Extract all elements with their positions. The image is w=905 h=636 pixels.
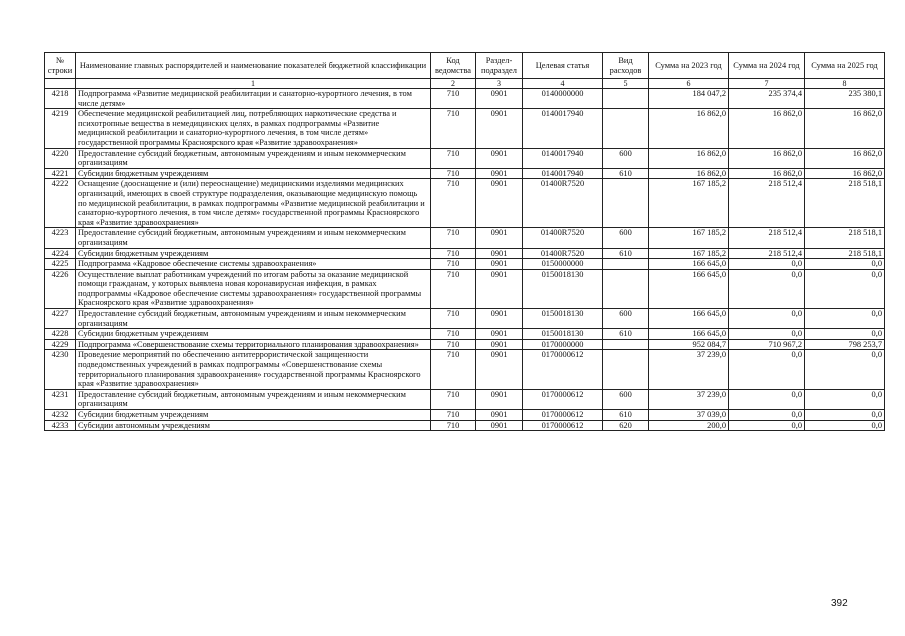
budget-table-container: [44, 52, 885, 431]
column-number: 8: [805, 79, 885, 89]
header-target: Целевая статья: [523, 53, 603, 79]
row-sum-2024-cell: 218 512,4: [729, 179, 805, 228]
row-name-cell: Предоставление субсидий бюджетным, автономным учреждениям и иным некоммерческим организациям: [76, 309, 431, 329]
row-target-cell: 0150018130: [523, 309, 603, 329]
table-row: [45, 389, 885, 409]
row-number-cell: 4219: [45, 109, 76, 148]
row-name-cell: Подпрограмма «Развитие медицинской реабилитации и санаторно-курортного лечения, в том числе детям»: [76, 89, 431, 109]
row-sum-2025-cell: 0,0: [805, 389, 885, 409]
row-sum-2025-cell: 16 862,0: [805, 148, 885, 168]
header-dept: Код ведомства: [431, 53, 476, 79]
row-expense-type-cell: 600: [603, 228, 649, 248]
row-name-cell: Подпрограмма «Совершенствование схемы территориального планирования здравоохранения»: [76, 339, 431, 350]
row-expense-type-cell: [603, 350, 649, 389]
row-target-cell: 0140017940: [523, 168, 603, 179]
row-sum-2023-cell: 166 645,0: [649, 259, 729, 270]
table-row: [45, 228, 885, 248]
row-section-cell: 0901: [476, 259, 523, 270]
row-name-cell: Субсидии бюджетным учреждениям: [76, 168, 431, 179]
row-sum-2025-cell: 0,0: [805, 259, 885, 270]
column-number: 1: [76, 79, 431, 89]
row-target-cell: 0170000612: [523, 410, 603, 421]
row-sum-2024-cell: 16 862,0: [729, 148, 805, 168]
row-sum-2023-cell: 37 239,0: [649, 350, 729, 389]
row-sum-2024-cell: 0,0: [729, 410, 805, 421]
header-exp-type: Вид расходов: [603, 53, 649, 79]
row-target-cell: 0140017940: [523, 109, 603, 148]
column-number: 3: [476, 79, 523, 89]
table-row: [45, 420, 885, 431]
row-sum-2025-cell: 0,0: [805, 329, 885, 340]
row-number-cell: 4233: [45, 420, 76, 431]
header-sum-2025: Сумма на 2025 год: [805, 53, 885, 79]
row-number-cell: 4224: [45, 248, 76, 259]
budget-table: [44, 52, 885, 431]
row-number-cell: 4222: [45, 179, 76, 228]
column-number: 4: [523, 79, 603, 89]
row-sum-2024-cell: 0,0: [729, 329, 805, 340]
table-row: [45, 269, 885, 308]
row-expense-type-cell: 610: [603, 410, 649, 421]
row-section-cell: 0901: [476, 269, 523, 308]
row-expense-type-cell: [603, 179, 649, 228]
row-dept-code-cell: 710: [431, 109, 476, 148]
row-sum-2023-cell: 200,0: [649, 420, 729, 431]
row-dept-code-cell: 710: [431, 339, 476, 350]
row-target-cell: 0140017940: [523, 148, 603, 168]
row-expense-type-cell: [603, 339, 649, 350]
row-sum-2025-cell: 16 862,0: [805, 168, 885, 179]
row-section-cell: 0901: [476, 109, 523, 148]
row-expense-type-cell: [603, 269, 649, 308]
header-sum-2024: Сумма на 2024 год: [729, 53, 805, 79]
table-row: [45, 248, 885, 259]
header-section: Раздел-подраздел: [476, 53, 523, 79]
row-sum-2025-cell: 0,0: [805, 269, 885, 308]
row-sum-2023-cell: 184 047,2: [649, 89, 729, 109]
row-name-cell: Оснащение (дооснащение и (или) переоснащение) медицинскими изделиями медицинских организаций, имеющих в своей структуре подразделения, оказывающие медицинскую помощь по медицинской реабилитации, в рамках подпрограммы «Развитие медицинской реабилитации и санаторно-курортного лечения, в том числе детям» государственной программы Красноярского края «Развитие здравоохранения»: [76, 179, 431, 228]
page-number: 392: [831, 598, 848, 609]
table-row: [45, 309, 885, 329]
row-sum-2023-cell: 167 185,2: [649, 228, 729, 248]
row-sum-2024-cell: 16 862,0: [729, 109, 805, 148]
row-section-cell: 0901: [476, 168, 523, 179]
table-row: [45, 350, 885, 389]
row-sum-2023-cell: 37 039,0: [649, 410, 729, 421]
row-target-cell: 01400R7520: [523, 248, 603, 259]
column-number: 5: [603, 79, 649, 89]
row-name-cell: Осуществление выплат работникам учреждений по итогам работы за оказание медицинской помощи гражданам, у которых выявлена новая коронавирусная инфекция, в рамках подпрограммы «Кадровое обеспечение системы здравоохранения» государственной программы Красноярского края «Развитие здравоохранения»: [76, 269, 431, 308]
row-sum-2025-cell: 218 518,1: [805, 228, 885, 248]
row-number-cell: 4226: [45, 269, 76, 308]
row-number-cell: 4232: [45, 410, 76, 421]
column-number-row: [45, 79, 885, 89]
row-sum-2023-cell: 16 862,0: [649, 148, 729, 168]
row-sum-2024-cell: 218 512,4: [729, 248, 805, 259]
row-number-cell: 4231: [45, 389, 76, 409]
row-dept-code-cell: 710: [431, 259, 476, 270]
row-dept-code-cell: 710: [431, 309, 476, 329]
row-dept-code-cell: 710: [431, 420, 476, 431]
row-section-cell: 0901: [476, 420, 523, 431]
row-target-cell: 0170000612: [523, 350, 603, 389]
row-name-cell: Предоставление субсидий бюджетным, автономным учреждениям и иным некоммерческим организациям: [76, 148, 431, 168]
row-name-cell: Проведение мероприятий по обеспечению антитеррористической защищенности подведомственных учреждений в рамках подпрограммы «Совершенствование схемы территориального планирования здравоохранения» государственной программы Красноярского края «Развитие здравоохранения»: [76, 350, 431, 389]
row-number-cell: 4229: [45, 339, 76, 350]
row-name-cell: Субсидии бюджетным учреждениям: [76, 248, 431, 259]
row-sum-2024-cell: 235 374,4: [729, 89, 805, 109]
row-sum-2023-cell: 952 084,7: [649, 339, 729, 350]
row-sum-2025-cell: 0,0: [805, 410, 885, 421]
row-name-cell: Предоставление субсидий бюджетным, автономным учреждениям и иным некоммерческим организациям: [76, 389, 431, 409]
row-sum-2023-cell: 167 185,2: [649, 179, 729, 228]
row-expense-type-cell: 610: [603, 248, 649, 259]
row-dept-code-cell: 710: [431, 410, 476, 421]
header-row-no: № строки: [45, 53, 76, 79]
row-expense-type-cell: 600: [603, 309, 649, 329]
row-sum-2023-cell: 166 645,0: [649, 269, 729, 308]
row-name-cell: Предоставление субсидий бюджетным, автономным учреждениям и иным некоммерческим организациям: [76, 228, 431, 248]
row-number-cell: 4227: [45, 309, 76, 329]
row-sum-2024-cell: 0,0: [729, 350, 805, 389]
row-sum-2024-cell: 0,0: [729, 309, 805, 329]
row-dept-code-cell: 710: [431, 89, 476, 109]
row-sum-2023-cell: 166 645,0: [649, 329, 729, 340]
row-dept-code-cell: 710: [431, 248, 476, 259]
table-row: [45, 329, 885, 340]
row-section-cell: 0901: [476, 329, 523, 340]
row-expense-type-cell: 620: [603, 420, 649, 431]
row-section-cell: 0901: [476, 179, 523, 228]
row-sum-2025-cell: 218 518,1: [805, 248, 885, 259]
row-sum-2025-cell: 218 518,1: [805, 179, 885, 228]
table-row: [45, 148, 885, 168]
row-sum-2024-cell: 0,0: [729, 389, 805, 409]
row-dept-code-cell: 710: [431, 269, 476, 308]
row-expense-type-cell: 600: [603, 148, 649, 168]
row-dept-code-cell: 710: [431, 228, 476, 248]
row-target-cell: 01400R7520: [523, 179, 603, 228]
row-sum-2025-cell: 16 862,0: [805, 109, 885, 148]
row-dept-code-cell: 710: [431, 179, 476, 228]
row-target-cell: 0150018130: [523, 269, 603, 308]
row-sum-2024-cell: 0,0: [729, 269, 805, 308]
table-body: [45, 89, 885, 431]
row-section-cell: 0901: [476, 89, 523, 109]
row-sum-2025-cell: 0,0: [805, 309, 885, 329]
row-target-cell: 01400R7520: [523, 228, 603, 248]
row-target-cell: 0170000000: [523, 339, 603, 350]
row-sum-2023-cell: 167 185,2: [649, 248, 729, 259]
row-name-cell: Обеспечение медицинской реабилитацией лиц, потребляющих наркотические средства и психотропные вещества в немедицинских целях, в рамках подпрограммы «Развитие медицинской реабилитации и санаторно-курортного лечения, в том числе детям» государственной программы Красноярского края «Развитие здравоохранения»: [76, 109, 431, 148]
row-sum-2023-cell: 166 645,0: [649, 309, 729, 329]
row-sum-2023-cell: 37 239,0: [649, 389, 729, 409]
row-section-cell: 0901: [476, 148, 523, 168]
row-sum-2024-cell: 218 512,4: [729, 228, 805, 248]
row-section-cell: 0901: [476, 309, 523, 329]
column-number: 6: [649, 79, 729, 89]
row-target-cell: 0170000612: [523, 389, 603, 409]
row-sum-2025-cell: 235 380,1: [805, 89, 885, 109]
row-sum-2024-cell: 0,0: [729, 259, 805, 270]
row-number-cell: 4230: [45, 350, 76, 389]
row-number-cell: 4225: [45, 259, 76, 270]
row-target-cell: 0150018130: [523, 329, 603, 340]
row-name-cell: Субсидии бюджетным учреждениям: [76, 410, 431, 421]
row-number-cell: 4228: [45, 329, 76, 340]
row-sum-2023-cell: 16 862,0: [649, 109, 729, 148]
row-sum-2024-cell: 0,0: [729, 420, 805, 431]
table-row: [45, 259, 885, 270]
row-target-cell: 0150000000: [523, 259, 603, 270]
row-section-cell: 0901: [476, 350, 523, 389]
header-sum-2023: Сумма на 2023 год: [649, 53, 729, 79]
row-expense-type-cell: [603, 259, 649, 270]
row-name-cell: Подпрограмма «Кадровое обеспечение системы здравоохранения»: [76, 259, 431, 270]
row-section-cell: 0901: [476, 228, 523, 248]
row-name-cell: Субсидии автономным учреждениям: [76, 420, 431, 431]
table-row: [45, 89, 885, 109]
row-number-cell: 4221: [45, 168, 76, 179]
column-number: 2: [431, 79, 476, 89]
table-row: [45, 410, 885, 421]
row-expense-type-cell: [603, 109, 649, 148]
row-sum-2024-cell: 16 862,0: [729, 168, 805, 179]
row-sum-2025-cell: 0,0: [805, 350, 885, 389]
row-number-cell: 4218: [45, 89, 76, 109]
row-target-cell: 0170000612: [523, 420, 603, 431]
table-row: [45, 179, 885, 228]
row-expense-type-cell: [603, 89, 649, 109]
row-dept-code-cell: 710: [431, 148, 476, 168]
row-section-cell: 0901: [476, 389, 523, 409]
row-target-cell: 0140000000: [523, 89, 603, 109]
column-number: [45, 79, 76, 89]
row-section-cell: 0901: [476, 339, 523, 350]
row-sum-2025-cell: 798 253,7: [805, 339, 885, 350]
row-dept-code-cell: 710: [431, 350, 476, 389]
row-name-cell: Субсидии бюджетным учреждениям: [76, 329, 431, 340]
row-number-cell: 4220: [45, 148, 76, 168]
row-dept-code-cell: 710: [431, 389, 476, 409]
row-dept-code-cell: 710: [431, 168, 476, 179]
row-number-cell: 4223: [45, 228, 76, 248]
row-sum-2025-cell: 0,0: [805, 420, 885, 431]
table-row: [45, 109, 885, 148]
table-row: [45, 168, 885, 179]
row-sum-2024-cell: 710 967,2: [729, 339, 805, 350]
row-dept-code-cell: 710: [431, 329, 476, 340]
row-expense-type-cell: 610: [603, 168, 649, 179]
row-expense-type-cell: 610: [603, 329, 649, 340]
row-section-cell: 0901: [476, 410, 523, 421]
row-expense-type-cell: 600: [603, 389, 649, 409]
table-header: [45, 53, 885, 89]
column-number: 7: [729, 79, 805, 89]
row-sum-2023-cell: 16 862,0: [649, 168, 729, 179]
row-section-cell: 0901: [476, 248, 523, 259]
header-name: Наименование главных распорядителей и наименование показателей бюджетной классификации: [76, 53, 431, 79]
table-row: [45, 339, 885, 350]
